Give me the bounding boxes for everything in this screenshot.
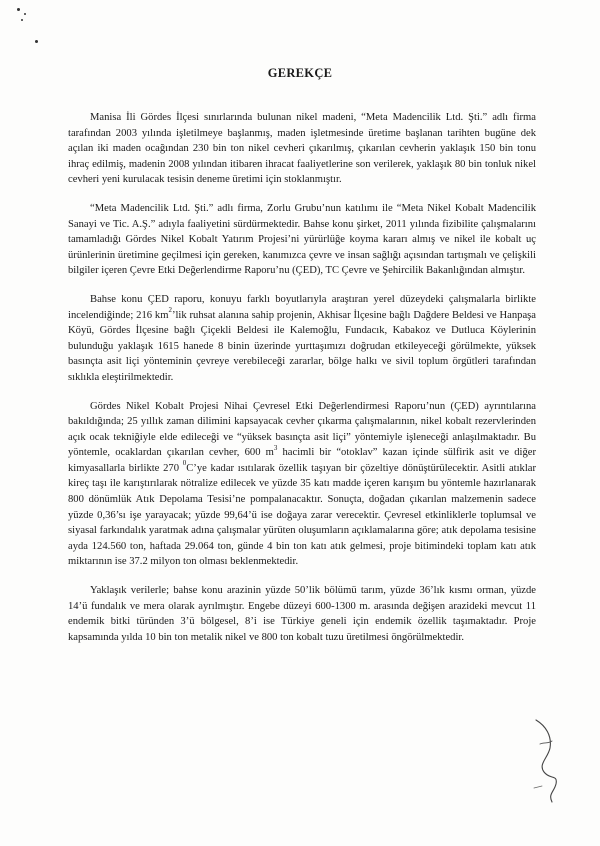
scan-speck (21, 19, 23, 21)
paragraph-text: Gördes Nikel Kobalt Projesi Nihai Çevresel Etki Değerlendirmesi Raporu’nun (ÇED) ayrıntılarına bakıldığında; 25 yıllık zaman dilimini kapsayacak cevher çıkarma çalışmalarının, nikel kobalt rezervlerinden açık ocak tekniğiyle elde edileceği ve “yüksek basınçta asit liçi” yöntemiyle işleneceği anlaşılmaktadır. Bu yöntemle, ocaklardan çıkarılan cevher, 600 m (68, 400, 536, 459)
document-title: GEREKÇE (267, 66, 333, 80)
paragraph-text: hacimli bir “otoklav” kazan içinde sülfirik asit ve diğer kimyasallarla birlikte 270 (68, 447, 537, 474)
paragraph (68, 583, 536, 645)
paragraph (68, 110, 536, 188)
superscript-text: 2 (168, 306, 172, 314)
paragraph (68, 292, 536, 386)
scan-speck (17, 8, 20, 11)
paragraph-text: C’ye kadar ısıtılarak özellik taşıyan bir çözeltiye dönüştürülecektir. Asitli atıklar kireç taşı ile karıştırılarak nötralize edilecek ve yüzde 35 katı madde içeren karışım bu yöntemle hazırlanarak 800 dönümlük Atık Depolama Tesisi’ne pompalanacaktır. Sonuçta, doğadan çıkarılan malzemenin sadece yüzde 0,36’sı işe yarayacak; yüzde 99,64’ü ise doğaya zarar verecektir. Çevresel etkinliklerle toplumsal ve siyasal farkındalık yaratmak adına çalışmalar yürüten oluşumların açıklamalarına göre; atık depolama tesisine ayda 124.560 ton, haftada 29.064 ton, günde 4 bin ton katı atık gelmesi, proje bitimindeki toplam katı atık miktarının ise 37.2 milyon ton olması beklenmektedir. (68, 462, 537, 568)
paragraph-text: Manisa İli Gördes İlçesi sınırlarında bulunan nikel madeni, “Meta Madencilik Ltd. Şti.” adlı firma tarafından 2003 yılında işletilmeye başlanmış, maden işletmesinde üretime başlanan tarihten bugüne dek açılan iki maden ocağından 230 bin ton nikel cevheri çıkarılmış, çıkarılan cevherin yaklaşık 150 bin tonu ihraç edilmiş, madenin 2008 yılından itibaren ihracat faaliyetlerine son verilerek, yaklaşık 80 bin tonluk nikel cevheri yeni kurulacak tesisin deneme üretimi için stoklanmıştır. (68, 112, 536, 186)
paragraph-text: Yaklaşık verilerle; bahse konu arazinin yüzde 50’lik bölümü tarım, yüzde 36’lık kısmı orman, yüzde 14’ü fundalık ve mera olarak ayrılmıştır. Engebe düzeyi 600-1300 m. arasında değişen arazideki mevcut 11 endemik bitki türünden 3’ü bölgesel, 8’i ise Türkiye geneli için endemik özellik taşımaktadır. Proje kapsamında yılda 10 bin ton metalik nikel ve 800 ton kobalt tuzu üretilmesi öngörülmektedir. (68, 585, 536, 643)
paragraph-text: Bahse konu ÇED raporu, konuyu farklı boyutlarıyla araştıran yerel düzeydeki çalışmalarla birlikte incelendiğinde; 216 km (68, 293, 536, 321)
paragraph-text: ’lik ruhsat alanına sahip projenin, Akhisar İlçesine bağlı Dağdere Beldesi ve Hanpaşa Köyü, Gördes İlçesine bağlı Çiçekli Beldesi ile Kalemoğlu, Fundacık, Kabakoz ve Dutluca Köylerinin bulunduğu yaklaşık 1615 hanede 8 binin üzerinde yurttaşımızı doğrudan etkileyeceği görülmekte, yüksek basınçta asit liçi yönteminin çevreye verebileceği zararlar, bölge halkı ve sivil toplum örgütleri tarafından sıklıkla eleştirilmektedir. (68, 309, 536, 383)
scan-speck (35, 40, 38, 43)
superscript-text: 3 (273, 443, 278, 452)
paragraph-text: “Meta Madencilik Ltd. Şti.” adlı firma, Zorlu Grubu’nun katılımı ile “Meta Nikel Kobalt Madencilik Sanayi ve Tic. A.Ş.” adıyla faaliyetini sürdürmektedir. Bahse konu şirket, 2011 yılında fizibilite çalışmalarını tamamladığı Gördes Nikel Kobalt Yatırım Projesi’ni yürürlüğe koyma kararı almış ve nikel ile kobalt uç ürünlerinin üretimine geçilmesi için gereken, kanımızca çevre ve insan sağlığı açısından tartışmalı ve çelişkili bilgiler içeren Çevre Etki Değerlendirme Raporu’nu (ÇED), TC Çevre ve Şehircilik Bakanlığından almıştır. (68, 202, 536, 277)
scan-speck (24, 13, 26, 15)
superscript-text: 0 (182, 459, 187, 468)
paragraph (68, 399, 536, 571)
document-body (68, 110, 536, 658)
paragraph (68, 201, 536, 279)
signature-mark (530, 714, 564, 806)
